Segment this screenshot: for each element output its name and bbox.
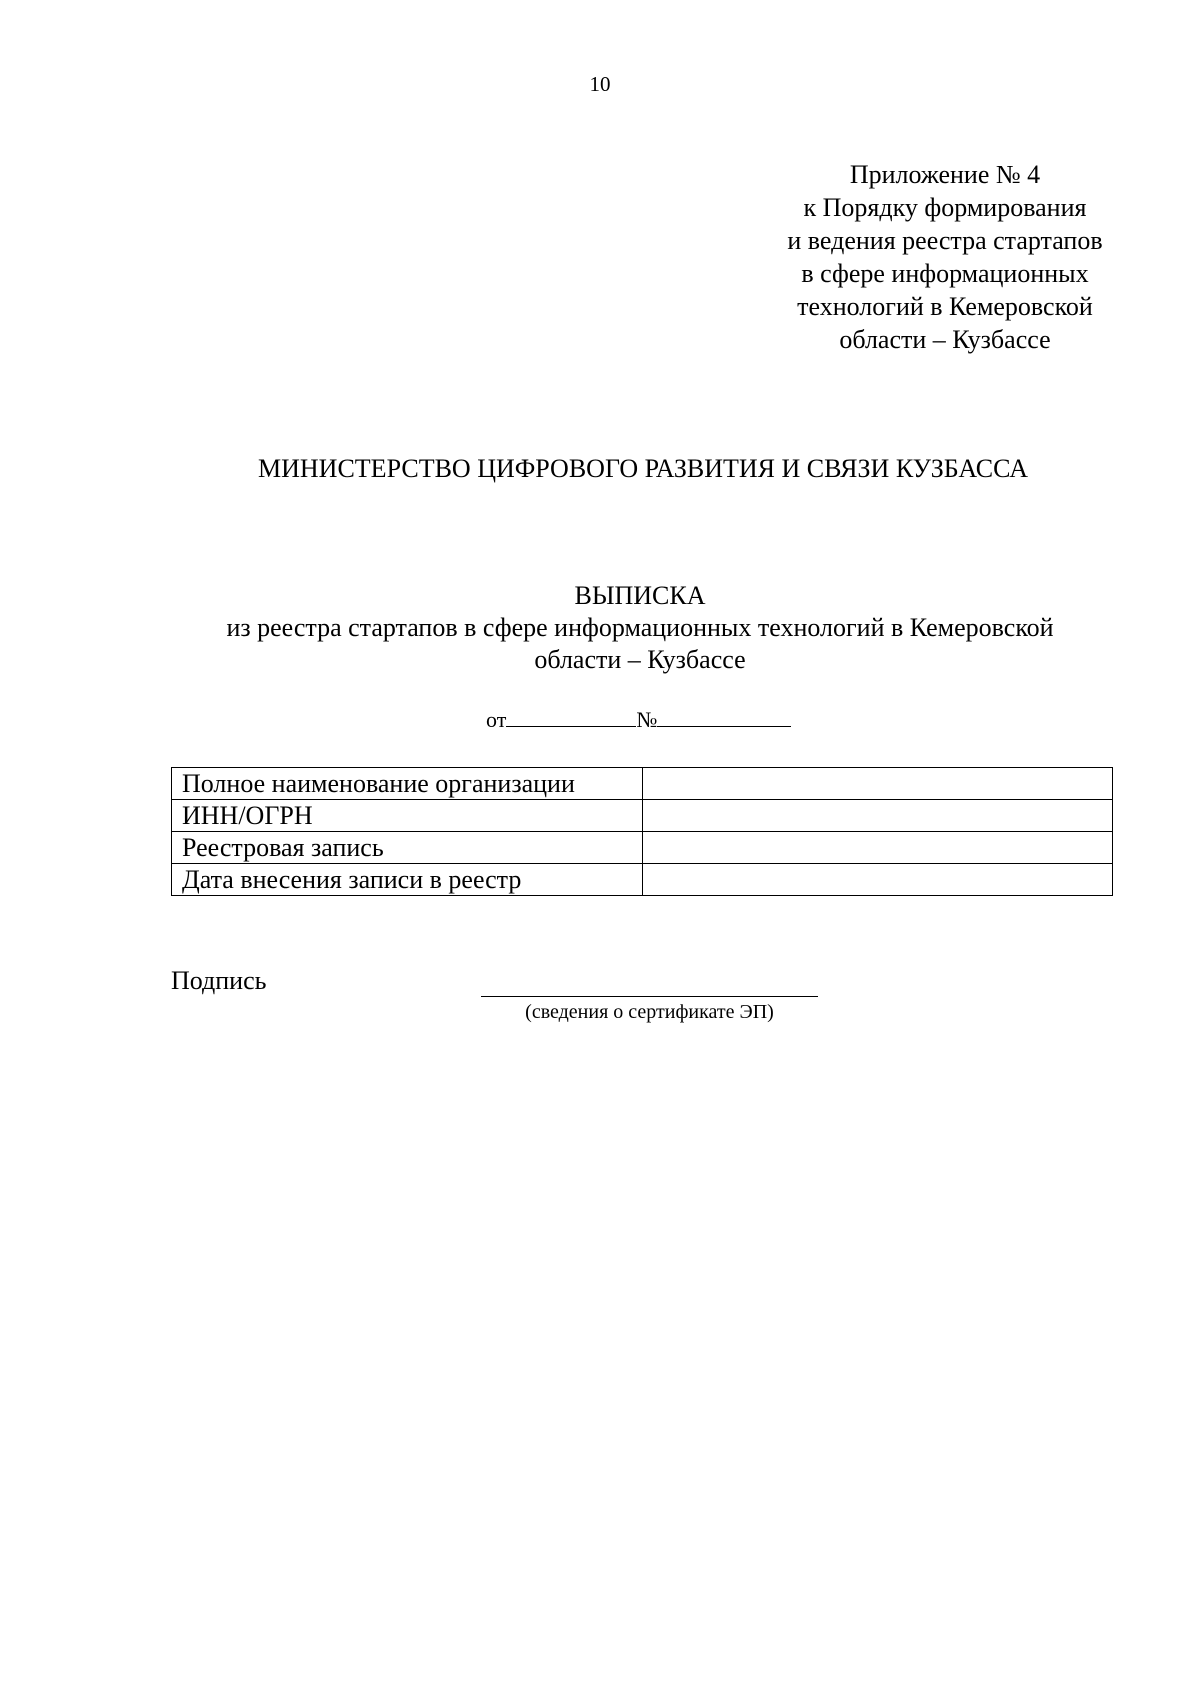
date-label: от bbox=[486, 707, 507, 732]
appendix-line: к Порядку формирования bbox=[803, 193, 1087, 222]
number-label: № bbox=[636, 707, 658, 732]
appendix-line: и ведения реестра стартапов bbox=[787, 226, 1103, 255]
date-number-line bbox=[486, 706, 791, 733]
appendix-line: области – Кузбассе bbox=[839, 325, 1051, 354]
table-row bbox=[172, 800, 1113, 832]
document-subtitle-line: области – Кузбассе bbox=[534, 645, 746, 674]
row-label: ИНН/ОГРН bbox=[172, 800, 643, 832]
signature-label: Подпись bbox=[171, 966, 267, 995]
row-value-cell[interactable] bbox=[643, 768, 1113, 800]
table-row bbox=[172, 768, 1113, 800]
document-heading: ВЫПИСКА bbox=[574, 581, 706, 610]
signature-caption: (сведения о сертификате ЭП) bbox=[525, 1001, 774, 1023]
signature-line[interactable] bbox=[481, 996, 818, 997]
appendix-block bbox=[760, 158, 1130, 356]
row-value-cell[interactable] bbox=[643, 832, 1113, 864]
number-blank-field[interactable] bbox=[657, 706, 791, 727]
row-value-cell[interactable] bbox=[643, 864, 1113, 896]
document-subtitle-line: из реестра стартапов в сфере информационных технологий в Кемеровской bbox=[226, 613, 1054, 642]
appendix-line: Приложение № 4 bbox=[849, 160, 1041, 189]
table-row bbox=[172, 832, 1113, 864]
row-label: Дата внесения записи в реестр bbox=[172, 864, 643, 896]
date-blank-field[interactable] bbox=[506, 706, 636, 727]
document-title bbox=[170, 580, 1110, 676]
page-number: 10 bbox=[589, 72, 611, 96]
registry-info-table bbox=[171, 767, 1113, 896]
appendix-line: в сфере информационных bbox=[801, 259, 1089, 288]
row-label: Реестровая запись bbox=[172, 832, 643, 864]
row-label: Полное наименование организации bbox=[172, 768, 643, 800]
row-value-cell[interactable] bbox=[643, 800, 1113, 832]
appendix-line: технологий в Кемеровской bbox=[797, 292, 1093, 321]
table-row bbox=[172, 864, 1113, 896]
ministry-name: МИНИСТЕРСТВО ЦИФРОВОГО РАЗВИТИЯ И СВЯЗИ КУЗБАССА bbox=[258, 454, 1028, 483]
